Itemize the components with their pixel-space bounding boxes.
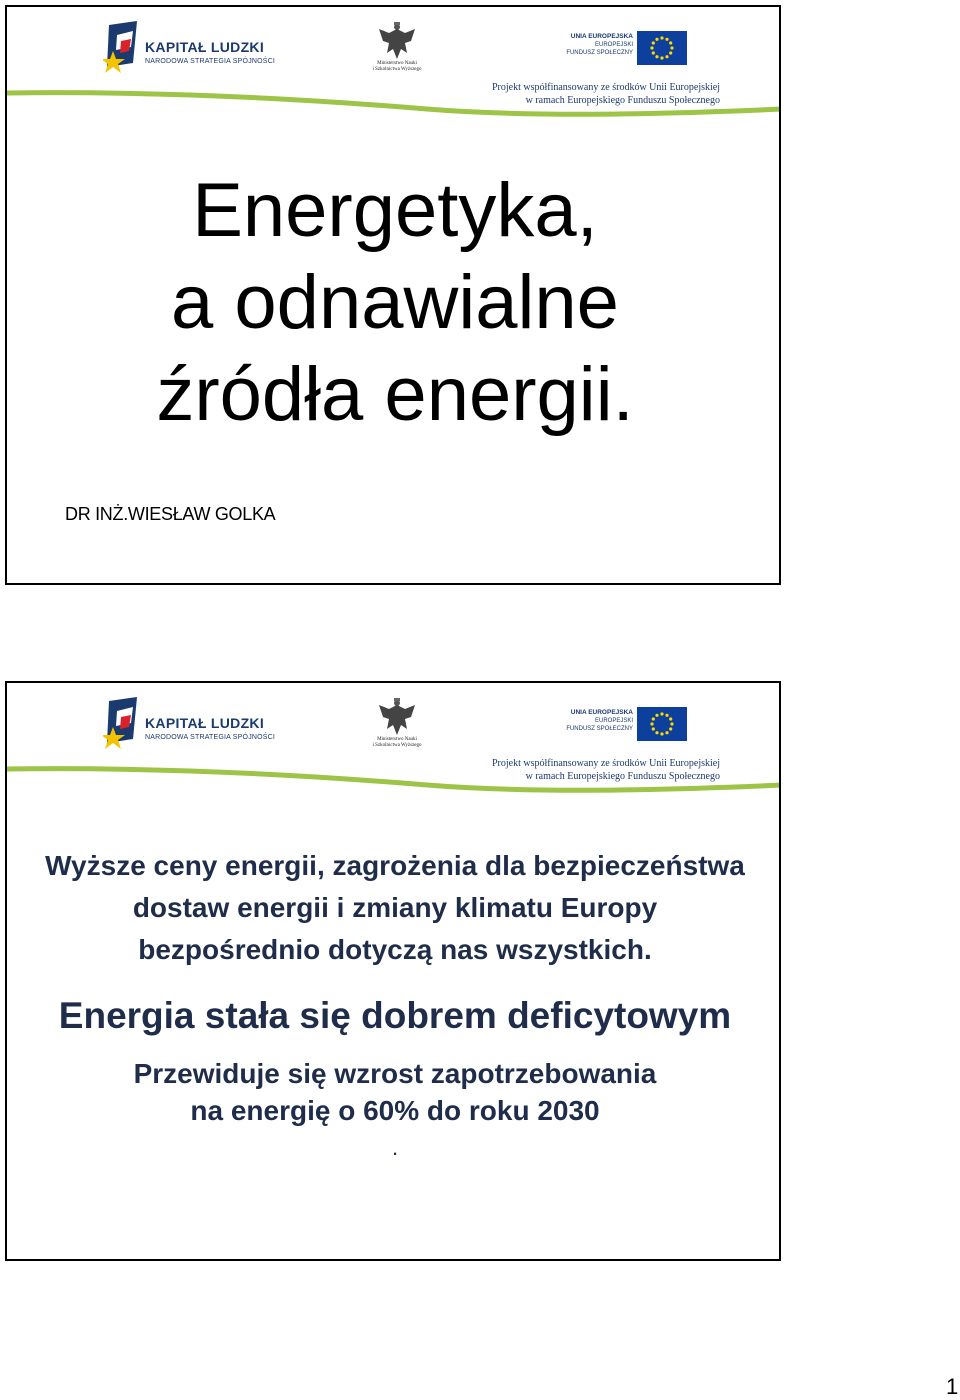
slide-header <box>7 7 779 127</box>
forecast-paragraph-period: . <box>391 1135 399 1160</box>
eu-flag-icon <box>637 31 687 65</box>
ministry-name-line-2: i Szkolnictwa Wyższego <box>372 67 422 72</box>
forecast-paragraph <box>7 1055 781 1166</box>
funding-note <box>440 757 720 783</box>
author-name: DR INŻ.WIESŁAW GOLKA <box>65 504 276 524</box>
eu-name <box>557 709 633 733</box>
kapital-ludzki-subtitle: NARODOWA STRATEGIA SPÓJNOŚCI <box>145 58 276 65</box>
kapital-ludzki-name: KAPITAŁ LUDZKI <box>145 39 265 55</box>
slide-1-title-line-2: a odnawialne <box>171 260 619 345</box>
intro-paragraph-line-3: bezpośrednio dotyczą nas wszystkich. <box>138 934 652 965</box>
eu-name-line-1: UNIA EUROPEJSKA <box>570 33 633 40</box>
ministry-name-line-1: Ministerstwo Nauki <box>377 61 417 66</box>
ministry-logo <box>362 697 432 757</box>
funding-note-line-2: w ramach Europejskiego Funduszu Społecznego <box>525 95 720 106</box>
eu-name-line-2: EUROPEJSKI <box>594 718 633 724</box>
funding-note-line-1: Projekt współfinansowany ze środków Unii Europejskiej <box>491 758 720 769</box>
slide-2-heading: Energia stała się dobrem deficytowym <box>58 995 732 1036</box>
ministry-name-line-2: i Szkolnictwa Wyższego <box>372 743 422 748</box>
forecast-paragraph-line-2 <box>7 1092 781 1166</box>
eu-logo <box>557 31 687 71</box>
slide-1-title-line-1: Energetyka, <box>192 168 598 253</box>
eu-name-line-3: FUNDUSZ SPOŁECZNY <box>566 726 633 732</box>
ministry-logo <box>362 21 432 81</box>
funding-note <box>440 81 720 107</box>
ministry-name <box>362 737 432 749</box>
polish-eagle-icon <box>377 697 417 737</box>
slide-2 <box>5 681 781 1261</box>
ministry-name <box>362 61 432 73</box>
intro-paragraph <box>7 845 781 971</box>
kapital-ludzki-logo <box>103 697 283 757</box>
kapital-ludzki-name: KAPITAŁ LUDZKI <box>145 715 265 731</box>
slide-1-title <box>7 165 781 441</box>
eu-name-line-2: EUROPEJSKI <box>594 42 633 48</box>
funding-note-line-1: Projekt współfinansowany ze środków Unii Europejskiej <box>491 82 720 93</box>
funding-note-line-2: w ramach Europejskiego Funduszu Społecznego <box>525 771 720 782</box>
eu-name-line-1: UNIA EUROPEJSKA <box>570 709 633 716</box>
page-number: 1 <box>946 1374 959 1399</box>
intro-paragraph-line-2: dostaw energii i zmiany klimatu Europy <box>132 892 658 923</box>
eu-name <box>557 33 633 57</box>
ministry-name-line-1: Ministerstwo Nauki <box>377 737 417 742</box>
eu-flag-icon <box>637 707 687 741</box>
slide-1-title-line-3: źródła energii. <box>156 352 634 437</box>
forecast-paragraph-line-1: Przewiduje się wzrost zapotrzebowania <box>133 1058 657 1089</box>
polish-eagle-icon <box>377 21 417 61</box>
forecast-paragraph-line-2-text: na energię o 60% do roku 2030 <box>190 1095 600 1126</box>
kapital-ludzki-emblem-icon <box>103 21 143 81</box>
slide-header <box>7 683 779 803</box>
kapital-ludzki-logo <box>103 21 283 81</box>
intro-paragraph-line-1: Wyższe ceny energii, zagrożenia dla bezpieczeństwa <box>45 850 745 881</box>
kapital-ludzki-subtitle: NARODOWA STRATEGIA SPÓJNOŚCI <box>145 734 276 741</box>
kapital-ludzki-emblem-icon <box>103 697 143 757</box>
eu-name-line-3: FUNDUSZ SPOŁECZNY <box>566 50 633 56</box>
eu-logo <box>557 707 687 747</box>
slide-1 <box>5 5 781 585</box>
